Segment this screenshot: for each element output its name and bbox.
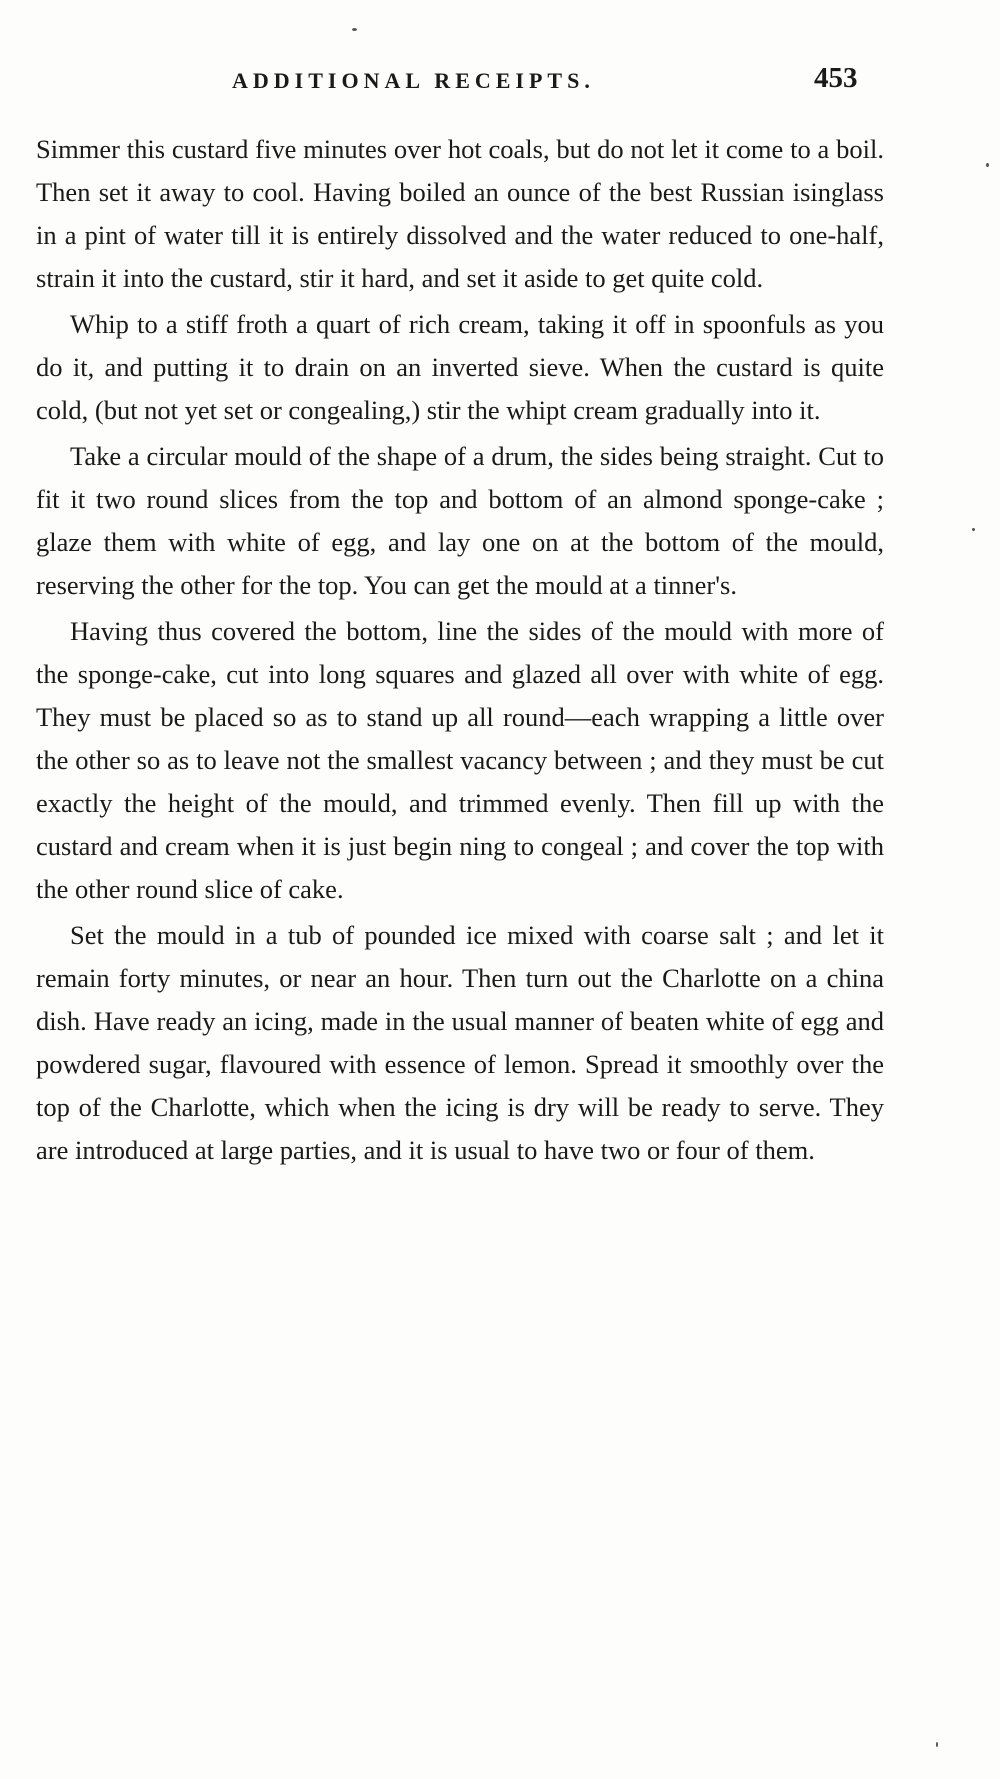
paragraph-simmer-custard: Simmer this custard five minutes over hot coals, but do not let it come to a boil. Then set it away to cool. Having boiled an ounce of the best Russian isinglass in a pint of water till it is entirely dissolved and the water reduced to one-half, strain it into the custard, stir it hard, and set it aside to get quite cold.	[36, 134, 884, 293]
paragraph-circular-mould: Take a circular mould of the shape of a drum, the sides being straight. Cut to fit it two round slices from the top and bottom of an almond sponge-cake ; glaze them with white of egg, and lay one on at the bottom of the mould, reserving the other for the top. You can get the mould at a tinner's.	[36, 441, 884, 600]
paragraph-whip-cream: Whip to a stiff froth a quart of rich cream, taking it off in spoonfuls as you do it, and putting it to drain on an inverted sieve. When the custard is quite cold, (but not yet set or congealing,) stir the whipt cream gradually into it.	[36, 309, 884, 425]
ink-speck	[972, 528, 975, 531]
running-head	[0, 62, 1000, 102]
ink-speck	[986, 163, 989, 167]
ink-speck	[936, 1742, 938, 1747]
header-title: ADDITIONAL RECEIPTS.	[232, 68, 595, 93]
paragraph-line-sides: Having thus covered the bottom, line the sides of the mould with more of the sponge-cake, cut into long squares and glazed all over with white of egg. They must be placed so as to stand up all round—each wrapping a little over the other so as to leave not the smallest vacancy between ; and they must be cut exactly the height of the mould, and trimmed evenly. Then fill up with the custard and cream when it is just begin ning to congeal ; and cover the top with the other round slice of cake.	[36, 616, 884, 904]
page-number: 453	[814, 62, 858, 94]
body-text	[36, 128, 884, 1175]
paragraph-set-mould: Set the mould in a tub of pounded ice mixed with coarse salt ; and let it remain forty minutes, or near an hour. Then turn out the Charlotte on a china dish. Have ready an icing, made in the usual manner of beaten white of egg and powdered sugar, flavoured with essence of lemon. Spread it smoothly over the top of the Charlotte, which when the icing is dry will be ready to serve. They are introduced at large parties, and it is usual to have two or four of them.	[36, 920, 884, 1165]
ink-speck	[352, 28, 357, 31]
